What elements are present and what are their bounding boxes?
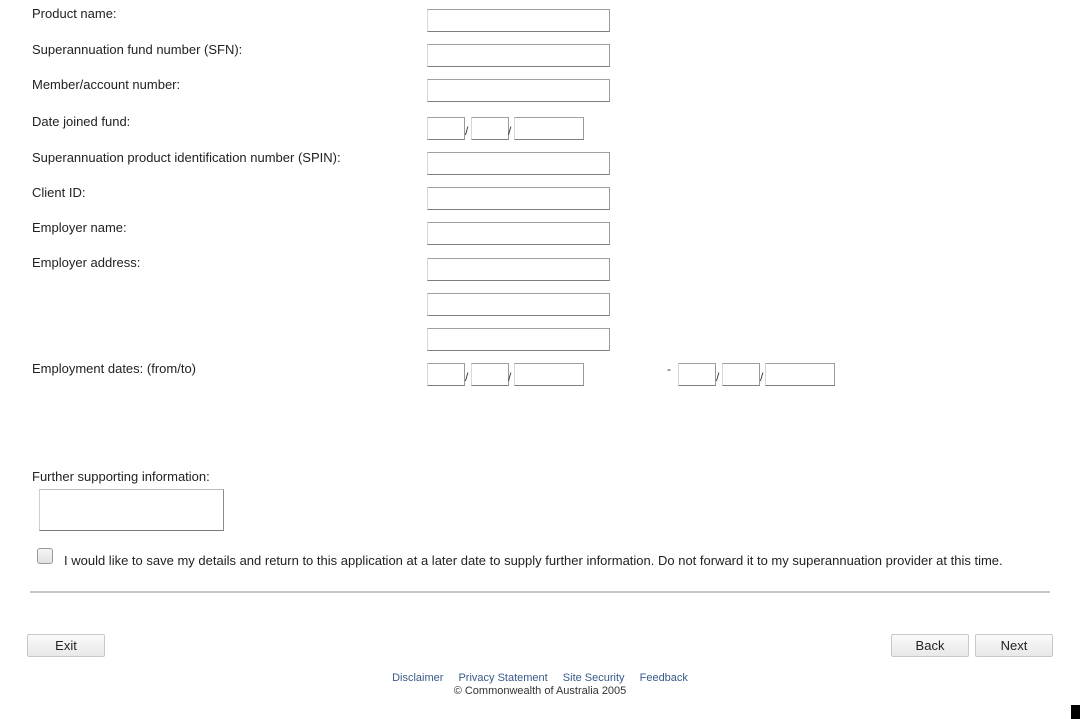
back-button[interactable]: Back xyxy=(891,634,969,657)
member-account-label: Member/account number: xyxy=(32,77,181,92)
product-name-label: Product name: xyxy=(32,6,117,21)
employer-address-label: Employer address: xyxy=(32,255,141,270)
employer-address-line1-input[interactable] xyxy=(427,258,610,281)
date-joined-label: Date joined fund: xyxy=(32,114,131,129)
footer-links xyxy=(0,672,1080,684)
footer-link-disclaimer[interactable]: Disclaimer xyxy=(392,672,444,684)
product-name-input[interactable] xyxy=(427,9,610,32)
date-separator: / xyxy=(760,370,764,384)
date-separator: / xyxy=(716,370,720,384)
copyright: © Commonwealth of Australia 2005 xyxy=(453,685,627,697)
employment-from-year-input[interactable] xyxy=(514,363,584,386)
employment-from-month-input[interactable] xyxy=(471,363,512,386)
footer-link-security[interactable]: Site Security xyxy=(562,672,625,684)
spin-label: Superannuation product identification number (SPIN): xyxy=(32,150,341,165)
client-id-label: Client ID: xyxy=(32,185,86,200)
date-range-separator: - xyxy=(667,362,671,376)
sfn-label: Superannuation fund number (SFN): xyxy=(32,42,243,57)
date-separator: / xyxy=(465,124,469,138)
employment-to-year-input[interactable] xyxy=(765,363,835,386)
spin-input[interactable] xyxy=(427,152,610,175)
footer-link-privacy[interactable]: Privacy Statement xyxy=(458,672,548,684)
sfn-input[interactable] xyxy=(427,44,610,67)
employment-to-day-input[interactable] xyxy=(678,363,716,386)
exit-button[interactable]: Exit xyxy=(27,634,105,657)
further-info-label: Further supporting information: xyxy=(32,469,210,484)
member-account-input[interactable] xyxy=(427,79,610,102)
employment-to-month-input[interactable] xyxy=(722,363,760,386)
divider xyxy=(30,591,1050,593)
date-joined-day-input[interactable] xyxy=(427,117,465,140)
employer-address-line2-input[interactable] xyxy=(427,293,610,316)
corner-marker xyxy=(1071,705,1080,719)
date-separator: / xyxy=(465,370,469,384)
employer-address-line3-input[interactable] xyxy=(427,328,610,351)
client-id-input[interactable] xyxy=(427,187,610,210)
employment-from-day-input[interactable] xyxy=(427,363,465,386)
next-button[interactable]: Next xyxy=(975,634,1053,657)
employer-name-input[interactable] xyxy=(427,222,610,245)
date-joined-year-input[interactable] xyxy=(514,117,584,140)
save-details-checkbox[interactable] xyxy=(37,548,53,564)
date-separator: / xyxy=(508,370,512,384)
save-details-label[interactable]: I would like to save my details and return to this application at a later date to supply further information. Do not forward it to my superannuation provider at this time. xyxy=(64,553,1003,568)
further-info-textarea[interactable] xyxy=(39,489,224,531)
employer-name-label: Employer name: xyxy=(32,220,127,235)
footer-link-feedback[interactable]: Feedback xyxy=(639,672,688,684)
date-separator: / xyxy=(508,124,512,138)
employment-dates-label: Employment dates: (from/to) xyxy=(32,361,196,376)
date-joined-month-input[interactable] xyxy=(471,117,512,140)
